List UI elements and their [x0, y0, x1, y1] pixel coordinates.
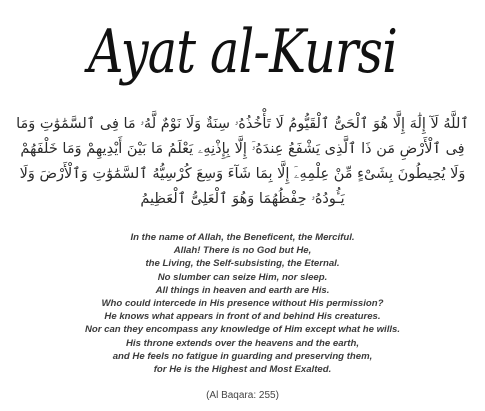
translation-line: His throne extends over the heavens and the earth,: [126, 337, 359, 349]
source-citation: (Al Baqara: 255): [206, 390, 279, 401]
translation-line: for He is the Highest and Most Exalted.: [153, 364, 332, 376]
arabic-verse: ٱللَّهُ لَآ إِلَٰهَ إِلَّا هُوَ ٱلْحَىُّ ٱلْقَيُّومُ لَا تَأْخُذُهُۥ سِنَةٌ وَلَا نَوْمٌ لَّهُۥ مَا فِى ٱلسَّمَٰوَٰتِ وَمَا فِى ٱلْأَرْضِ مَن ذَا ٱلَّذِى يَشْفَعُ عِندَهُۥٓ إِلَّا بِإِذْنِهِۦ يَعْلَمُ مَا بَيْنَ أَيْدِيهِمْ وَمَا خَلْفَهُمْ وَلَا يُحِيطُونَ بِشَىْءٍ مِّنْ عِلْمِهِۦٓ إِلَّا بِمَا شَآءَ وَسِعَ كُرْسِيُّهُ ٱلسَّمَٰوَٰتِ وَٱلْأَرْضَ وَلَا يَـُٔودُهُۥ حِفْظُهُمَا وَهُوَ ٱلْعَلِىُّ ٱلْعَظِيمُ: [16, 116, 469, 207]
translation-block: [0, 231, 485, 376]
translation-line: Who could intercede in His presence without His permission?: [101, 298, 384, 310]
translation-line: All things in heaven and earth are His.: [155, 284, 330, 296]
translation-line: Allah! There is no God but He,: [173, 245, 312, 257]
translation-line: In the name of Allah, the Beneficent, the Merciful.: [130, 232, 355, 243]
translation-line: Nor can they encompass any knowledge of Him except what he wills.: [84, 324, 401, 336]
translation-line: He knows what appears in front of and behind His creatures.: [104, 311, 381, 323]
translation-line: No slumber can seize Him, nor sleep.: [157, 271, 328, 283]
page-title: Ayat al-Kursi: [88, 17, 397, 87]
translation-line: and He feels no fatigue in guarding and preserving them,: [112, 350, 373, 362]
translation-line: the Living, the Self-subsisting, the Eternal.: [145, 258, 340, 270]
